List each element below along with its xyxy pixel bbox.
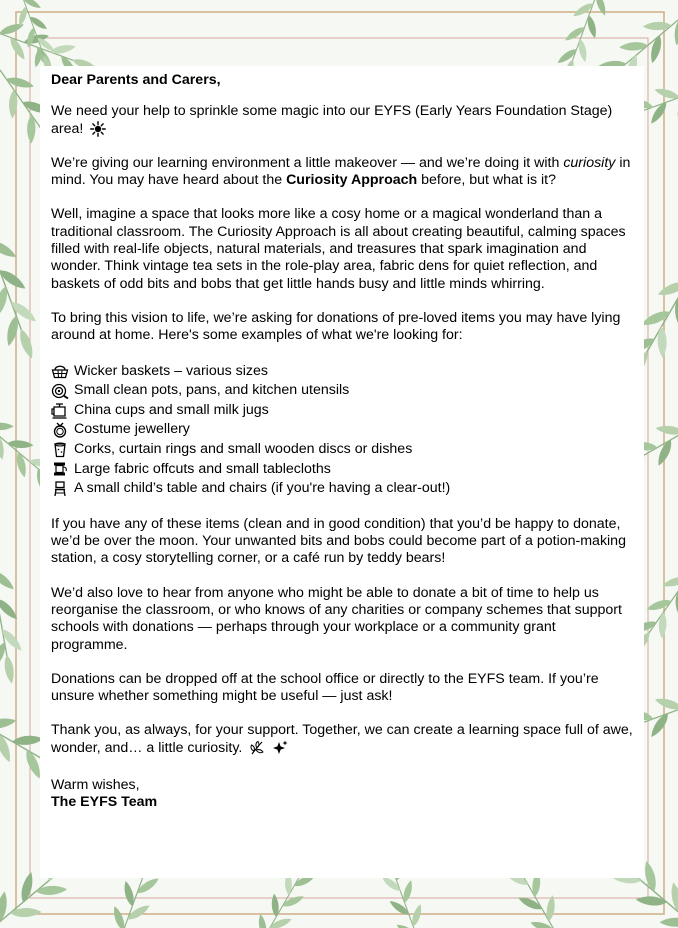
imagine-paragraph: Well, imagine a space that looks more like a cosy home or a magical wonderland than a traditional classroom. The Curiosity Approach is all about creating beautiful, calming spaces filled with real-life objects, natural materials, and treasures that spark imagination and wonder. Think vintage tea sets in the role-play area, fabric dens for quiet reflection, and baskets of odd bits and bobs that get little hands busy and little minds whirring. [51,206,626,292]
list-item: Corks, curtain rings and small wooden discs or dishes [51,440,634,460]
list-item: China cups and small milk jugs [51,401,634,421]
intro-paragraph: We need your help to sprinkle some magic into our EYFS (Early Years Foundation Stage) area! [51,103,613,137]
cork-icon [51,442,69,458]
pan-icon [51,383,69,399]
list-item: A small child’s table and chairs (if you're having a clear-out!) [51,479,634,499]
donations-request-paragraph: To bring this vision to life, we’re asking for donations of pre-loved items you may have lying around at home. Here's some examples of what we're looking for: [51,309,621,344]
basket-icon [51,363,69,379]
letter-body [40,66,644,878]
list-item: Small clean pots, pans, and kitchen utensils [51,381,634,401]
time-donation-paragraph: We’d also love to hear from anyone who might be able to donate a bit of time to help us reorganise the classroom, or who knows of any charities or company schemes that support schools with donations — perhaps through your workplace or a community grant programme. [51,584,622,653]
greeting: Dear Parents and Carers, [51,72,221,88]
happy-to-donate-paragraph: If you have any of these items (clean and in good condition) that you’d be happy to donate, we’d be over the moon. Your unwanted bits and bobs could become part of a potion-making station, a cosy storytelling corner, or a café run by teddy bears! [51,515,626,567]
chair-icon [51,481,69,497]
teacup-icon [51,403,69,419]
list-item: Costume jewellery [51,420,634,440]
closing: Warm wishes, [51,776,140,793]
items-list [51,362,634,499]
ring-icon [51,422,69,438]
sparkles-icon [272,740,288,756]
list-item: Large fabric offcuts and small tablecloths [51,460,634,480]
signature: The EYFS Team [51,794,158,811]
drop-off-paragraph: Donations can be dropped off at the school office or directly to the EYFS team. If you’re unsure whether something might be useful — just ask! [51,670,599,705]
herb-leaf-icon [249,740,265,756]
list-item: Wicker baskets – various sizes [51,362,634,382]
thank-you-paragraph: Thank you, as always, for your support. Together, we can create a learning space full of awe, wonder, and… a little curiosity. [51,722,633,756]
fabric-roll-icon [51,461,69,477]
makeover-paragraph: We’re giving our learning environment a little makeover — and we’re doing it with curiosity in mind. You may have heard about the Curiosity Approach before, but what is it? [51,154,631,189]
sparkle-sun-icon [90,121,106,137]
curiosity-approach-term: Curiosity Approach [286,172,418,189]
curiosity-word: curiosity [563,154,616,171]
